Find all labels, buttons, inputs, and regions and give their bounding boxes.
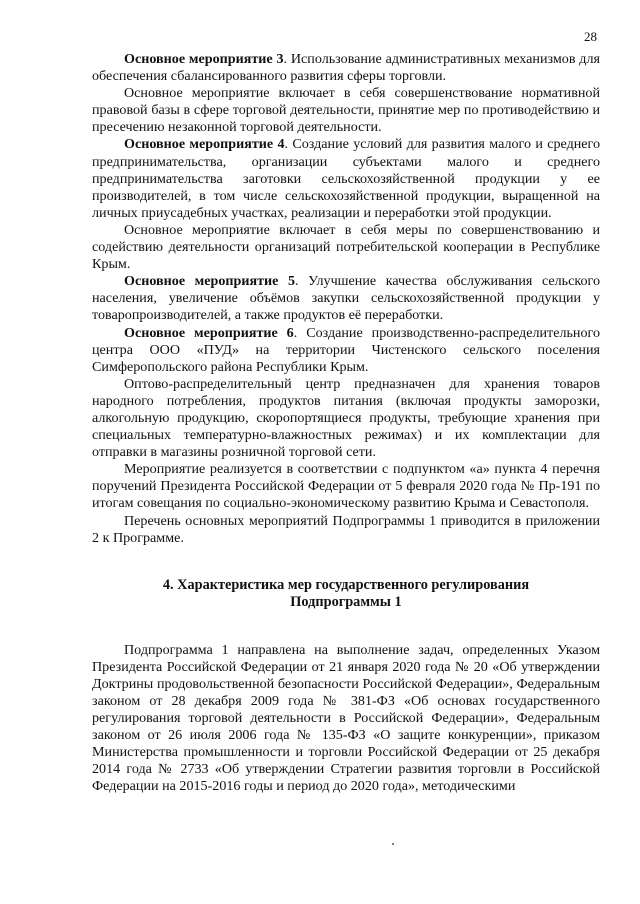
paragraph-measure-4-details: [92, 222, 600, 273]
paragraph-measure-6: [92, 325, 600, 376]
measure-title: Основное мероприятие 4: [124, 136, 285, 153]
page-number: 28: [584, 29, 597, 44]
document-body: [92, 51, 600, 796]
paragraph-measure-4: [92, 136, 600, 221]
paragraph-text: Перечень основных мероприятий Подпрограммы 1 приводится в приложении 2 к Программе.: [92, 512, 600, 546]
measure-title: Основное мероприятие 6: [124, 324, 294, 341]
paragraph-text: Оптово-распределительный центр предназначен для хранения товаров народного потребления, продуктов питания (включая продукты заморозки, алкогольную продукцию, скоропортящиеся продукты, требующие хранения при специальных температурно-влажностных режимах) и их комплектации для отправки в магазины розничной торговой сети.: [92, 375, 600, 461]
paragraph-text: Подпрограмма 1 направлена на выполнение задач, определенных Указом Президента Российской Федерации от 21 января 2020 года № 20 «Об утверждении Доктрины продовольственной безопасности Российской Федерации», Федеральным законом от 28 декабря 2009 года № 381-ФЗ «Об основах государственного регулирования торговой деятельности в Российской Федерации», Федеральным законом от 26 июля 2006 года № 135-ФЗ «О защите конкуренции», приказом Министерства промышленности и торговли Российской Федерации от 25 декабря 2014 года № 2733 «Об утверждении Стратегии развития торговли в Российской Федерации на 2015-2016 годы и период до 2020 года», методическими: [92, 641, 600, 795]
paragraph-implementation: [92, 461, 600, 512]
paragraph-measure-3-details: [92, 85, 600, 136]
measure-title: Основное мероприятие 3: [124, 51, 284, 67]
scan-speck: [392, 843, 394, 845]
paragraph-measure-5: [92, 273, 600, 324]
paragraph-text: Мероприятие реализуется в соответствии с подпунктом «а» пункта 4 перечня поручений Президента Российской Федерации от 5 февраля 2020 года № Пр-191 по итогам совещания по социально-экономическому развитию Крыма и Севастополя.: [92, 461, 600, 512]
paragraph-text: Основное мероприятие включает в себя меры по совершенствованию и содействию деятельности организаций потребительской кооперации в Республике Крым.: [92, 221, 600, 273]
section-heading-line-1: 4. Характеристика мер государственного регулирования: [162, 576, 530, 593]
paragraph-distribution-center: [92, 376, 600, 461]
measure-title: Основное мероприятие 5: [124, 273, 296, 290]
paragraph-list-reference: [92, 513, 600, 547]
paragraph-text: . Использование административных механизмов для обеспечения сбалансированного развития сферы торговли.: [92, 51, 600, 85]
paragraph-measure-3: [92, 51, 600, 85]
paragraph-text: . Создание производственно-распределительного центра ООО «ПУД» на территории Чистенского сельского поселения Симферопольского района Республики Крым.: [92, 324, 600, 375]
section-heading: [92, 577, 600, 612]
section-heading-line-2: Подпрограммы 1: [290, 594, 402, 611]
paragraph-text: . Создание условий для развития малого и среднего предпринимательства, организации субъектами малого и среднего предпринимательства заготовки сельскохозяйственной продукции у ее производителей, в том числе сельскохозяйственной продукции, выращенной на личных приусадебных участках, реализации и переработки этой продукции.: [92, 136, 601, 221]
paragraph-text: . Улучшение качества обслуживания сельского населения, увеличение объёмов закупки сельскохозяйственной продукции у товаропроизводителей, а также продуктов её переработки.: [92, 273, 600, 324]
paragraph-text: Основное мероприятие включает в себя совершенствование нормативной правовой базы в сфере торговой деятельности, принятие мер по противодействию и пресечению незаконной торговой деятельности.: [92, 85, 600, 136]
paragraph-regulation: [92, 642, 600, 796]
